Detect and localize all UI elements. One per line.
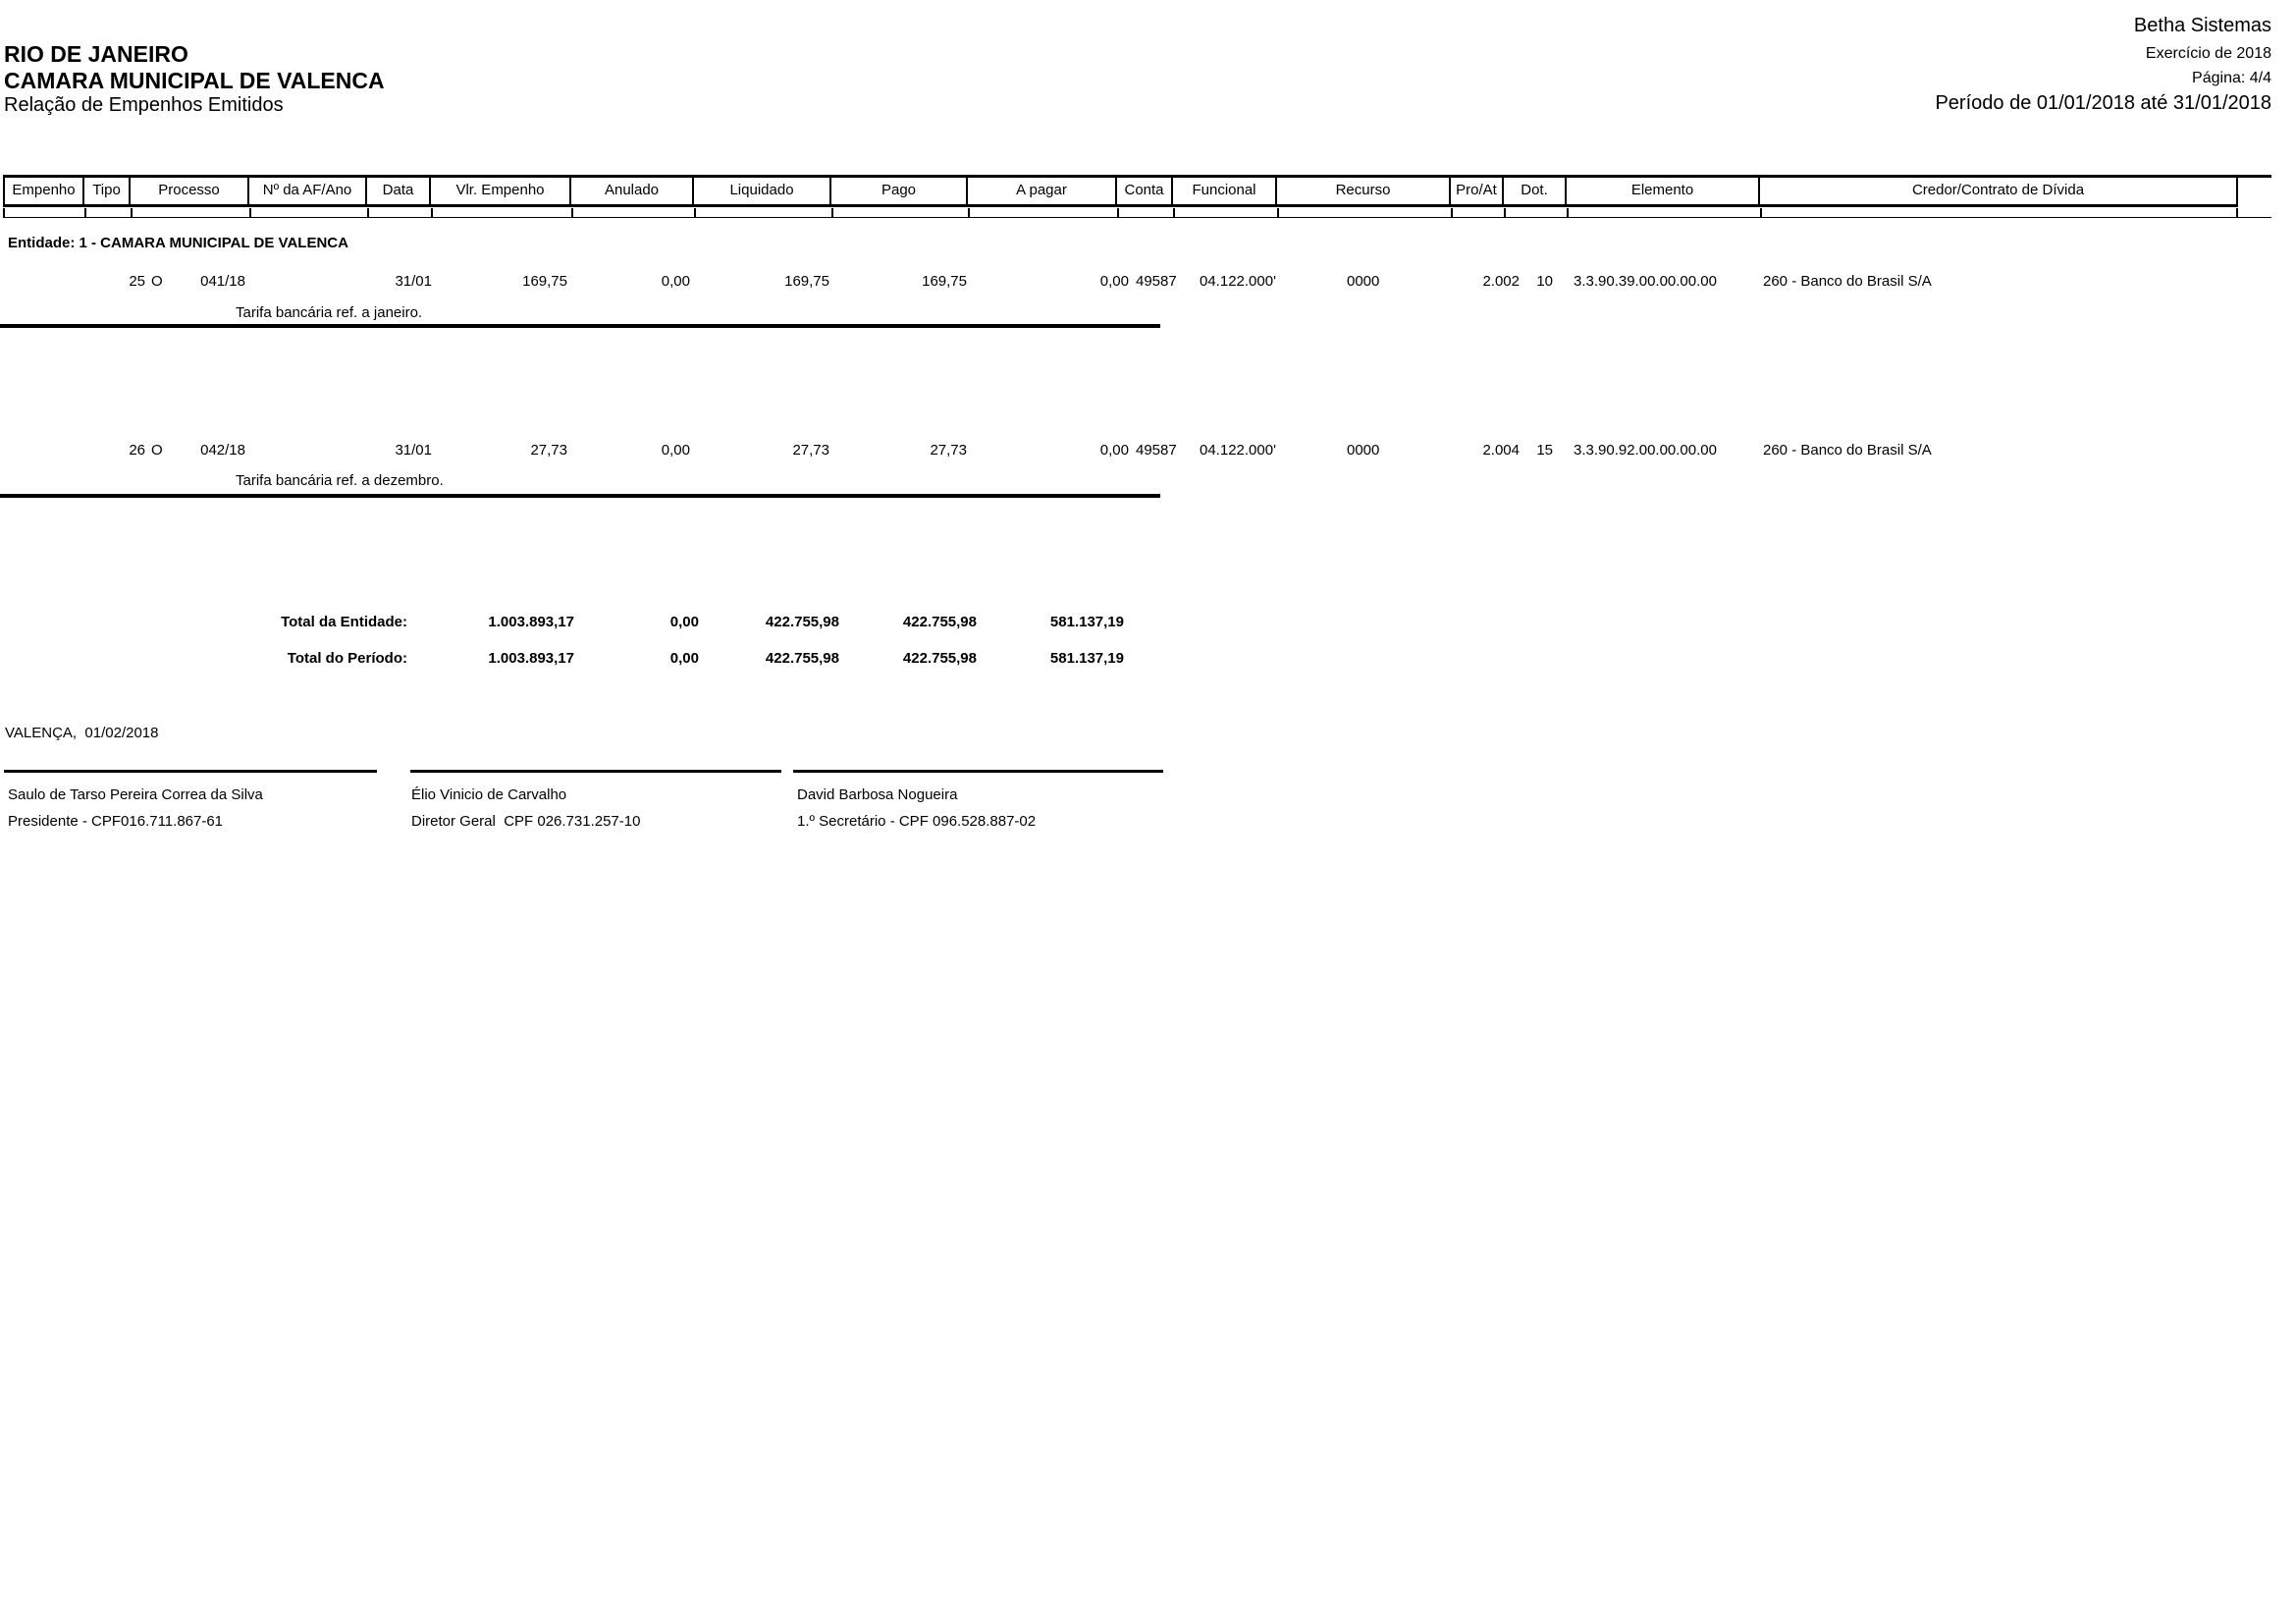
row-separator-rule bbox=[0, 324, 1160, 328]
cell-conta: 49587 bbox=[1136, 273, 1177, 290]
cell-elemento: 3.3.90.39.00.00.00.00 bbox=[1574, 273, 1717, 290]
column-tick bbox=[367, 208, 369, 217]
cell-liquidado: 169,75 bbox=[784, 273, 829, 290]
signature-line bbox=[410, 770, 781, 773]
page-number: Página: 4/4 bbox=[2192, 70, 2271, 86]
row-separator-rule bbox=[0, 494, 1160, 498]
signature-role: Presidente - CPF016.711.867-61 bbox=[8, 813, 224, 830]
cell-pago: 169,75 bbox=[922, 273, 967, 290]
cell-funcional: 04.122.000' bbox=[1200, 442, 1276, 459]
cell-elemento: 3.3.90.92.00.00.00.00 bbox=[1574, 442, 1717, 459]
vendor-name: Betha Sistemas bbox=[2133, 15, 2271, 36]
table-header-bottom-rule bbox=[3, 217, 2271, 218]
cell-dot: 10 bbox=[1536, 273, 1553, 290]
col-pro-at: Pro/At bbox=[1451, 178, 1504, 204]
total-liquidado: 422.755,98 bbox=[765, 650, 839, 667]
total-vlr-empenho: 1.003.893,17 bbox=[488, 650, 574, 667]
cell-a-pagar: 0,00 bbox=[1099, 273, 1129, 290]
column-tick bbox=[831, 208, 833, 217]
col-pago: Pago bbox=[831, 178, 968, 204]
column-tick bbox=[1117, 208, 1119, 217]
col-credor: Credor/Contrato de Dívida bbox=[1760, 178, 2238, 204]
signature-name: Élio Vinicio de Carvalho bbox=[411, 786, 567, 803]
total-liquidado: 422.755,98 bbox=[765, 614, 839, 630]
cell-data: 31/01 bbox=[395, 442, 432, 459]
cell-recurso: 0000 bbox=[1347, 273, 1380, 290]
column-tick bbox=[968, 208, 970, 217]
col-dot: Dot. bbox=[1504, 178, 1567, 204]
cell-anulado: 0,00 bbox=[661, 273, 690, 290]
exercise-label: Exercício de 2018 bbox=[2145, 45, 2271, 62]
signature-role: 1.º Secretário - CPF 096.528.887-02 bbox=[797, 813, 1037, 830]
col-tipo: Tipo bbox=[84, 178, 131, 204]
column-tick bbox=[1451, 208, 1453, 217]
cell-recurso: 0000 bbox=[1347, 442, 1380, 459]
row-description: Tarifa bancária ref. a dezembro. bbox=[236, 472, 444, 489]
cell-data: 31/01 bbox=[395, 273, 432, 290]
col-vlr-empenho: Vlr. Empenho bbox=[431, 178, 571, 204]
report-title: Relação de Empenhos Emitidos bbox=[4, 94, 284, 116]
col-a-pagar: A pagar bbox=[968, 178, 1117, 204]
column-tick bbox=[1173, 208, 1175, 217]
cell-vlr-empenho: 169,75 bbox=[522, 273, 567, 290]
column-tick bbox=[694, 208, 696, 217]
entity-group-label: Entidade: 1 - CAMARA MUNICIPAL DE VALENCA bbox=[8, 235, 348, 251]
total-anulado: 0,00 bbox=[669, 614, 699, 630]
cell-vlr-empenho: 27,73 bbox=[530, 442, 567, 459]
column-tick bbox=[1277, 208, 1279, 217]
col-funcional: Funcional bbox=[1173, 178, 1277, 204]
col-anulado: Anulado bbox=[571, 178, 694, 204]
total-pago: 422.755,98 bbox=[902, 614, 977, 630]
col-processo: Processo bbox=[131, 178, 249, 204]
total-a-pagar: 581.137,19 bbox=[1049, 650, 1124, 667]
table-header-row bbox=[3, 178, 2238, 207]
signature-role: Diretor Geral CPF 026.731.257-10 bbox=[411, 813, 641, 830]
column-tick bbox=[1760, 208, 1762, 217]
cell-credor: 260 - Banco do Brasil S/A bbox=[1763, 442, 1932, 459]
col-conta: Conta bbox=[1117, 178, 1173, 204]
cell-credor: 260 - Banco do Brasil S/A bbox=[1763, 273, 1932, 290]
cell-anulado: 0,00 bbox=[661, 442, 690, 459]
column-tick bbox=[84, 208, 86, 217]
cell-pago: 27,73 bbox=[930, 442, 967, 459]
col-elemento: Elemento bbox=[1567, 178, 1760, 204]
col-af-ano: Nº da AF/Ano bbox=[249, 178, 367, 204]
col-empenho: Empenho bbox=[3, 178, 84, 204]
cell-liquidado: 27,73 bbox=[792, 442, 829, 459]
cell-funcional: 04.122.000' bbox=[1200, 273, 1276, 290]
cell-pro-at: 2.002 bbox=[1482, 273, 1520, 290]
column-tick bbox=[131, 208, 133, 217]
period-label: Período de 01/01/2018 até 31/01/2018 bbox=[1935, 92, 2271, 114]
cell-a-pagar: 0,00 bbox=[1099, 442, 1129, 459]
cell-dot: 15 bbox=[1536, 442, 1553, 459]
total-pago: 422.755,98 bbox=[902, 650, 977, 667]
signature-line bbox=[793, 770, 1163, 773]
column-tick bbox=[431, 208, 433, 217]
col-data: Data bbox=[367, 178, 431, 204]
signature-name: David Barbosa Nogueira bbox=[797, 786, 958, 803]
place-date: VALENÇA, 01/02/2018 bbox=[5, 725, 159, 741]
total-label: Total do Período: bbox=[287, 650, 407, 667]
signature-line bbox=[4, 770, 377, 773]
cell-processo: 042/18 bbox=[200, 442, 245, 459]
total-anulado: 0,00 bbox=[669, 650, 699, 667]
column-tick bbox=[571, 208, 573, 217]
cell-empenho: 25 bbox=[129, 273, 145, 290]
state-title: RIO DE JANEIRO bbox=[4, 41, 188, 67]
column-tick bbox=[1567, 208, 1569, 217]
col-recurso: Recurso bbox=[1277, 178, 1451, 204]
total-vlr-empenho: 1.003.893,17 bbox=[488, 614, 574, 630]
cell-tipo: O bbox=[151, 442, 163, 459]
cell-tipo: O bbox=[151, 273, 163, 290]
cell-pro-at: 2.004 bbox=[1482, 442, 1520, 459]
cell-empenho: 26 bbox=[129, 442, 145, 459]
col-liquidado: Liquidado bbox=[694, 178, 831, 204]
total-label: Total da Entidade: bbox=[281, 614, 407, 630]
total-a-pagar: 581.137,19 bbox=[1049, 614, 1124, 630]
column-tick bbox=[249, 208, 251, 217]
cell-conta: 49587 bbox=[1136, 442, 1177, 459]
column-tick bbox=[3, 208, 5, 217]
column-tick bbox=[2236, 208, 2238, 217]
cell-processo: 041/18 bbox=[200, 273, 245, 290]
entity-title: CAMARA MUNICIPAL DE VALENCA bbox=[4, 68, 385, 93]
column-tick bbox=[1504, 208, 1506, 217]
row-description: Tarifa bancária ref. a janeiro. bbox=[236, 304, 423, 321]
signature-name: Saulo de Tarso Pereira Correa da Silva bbox=[8, 786, 263, 803]
